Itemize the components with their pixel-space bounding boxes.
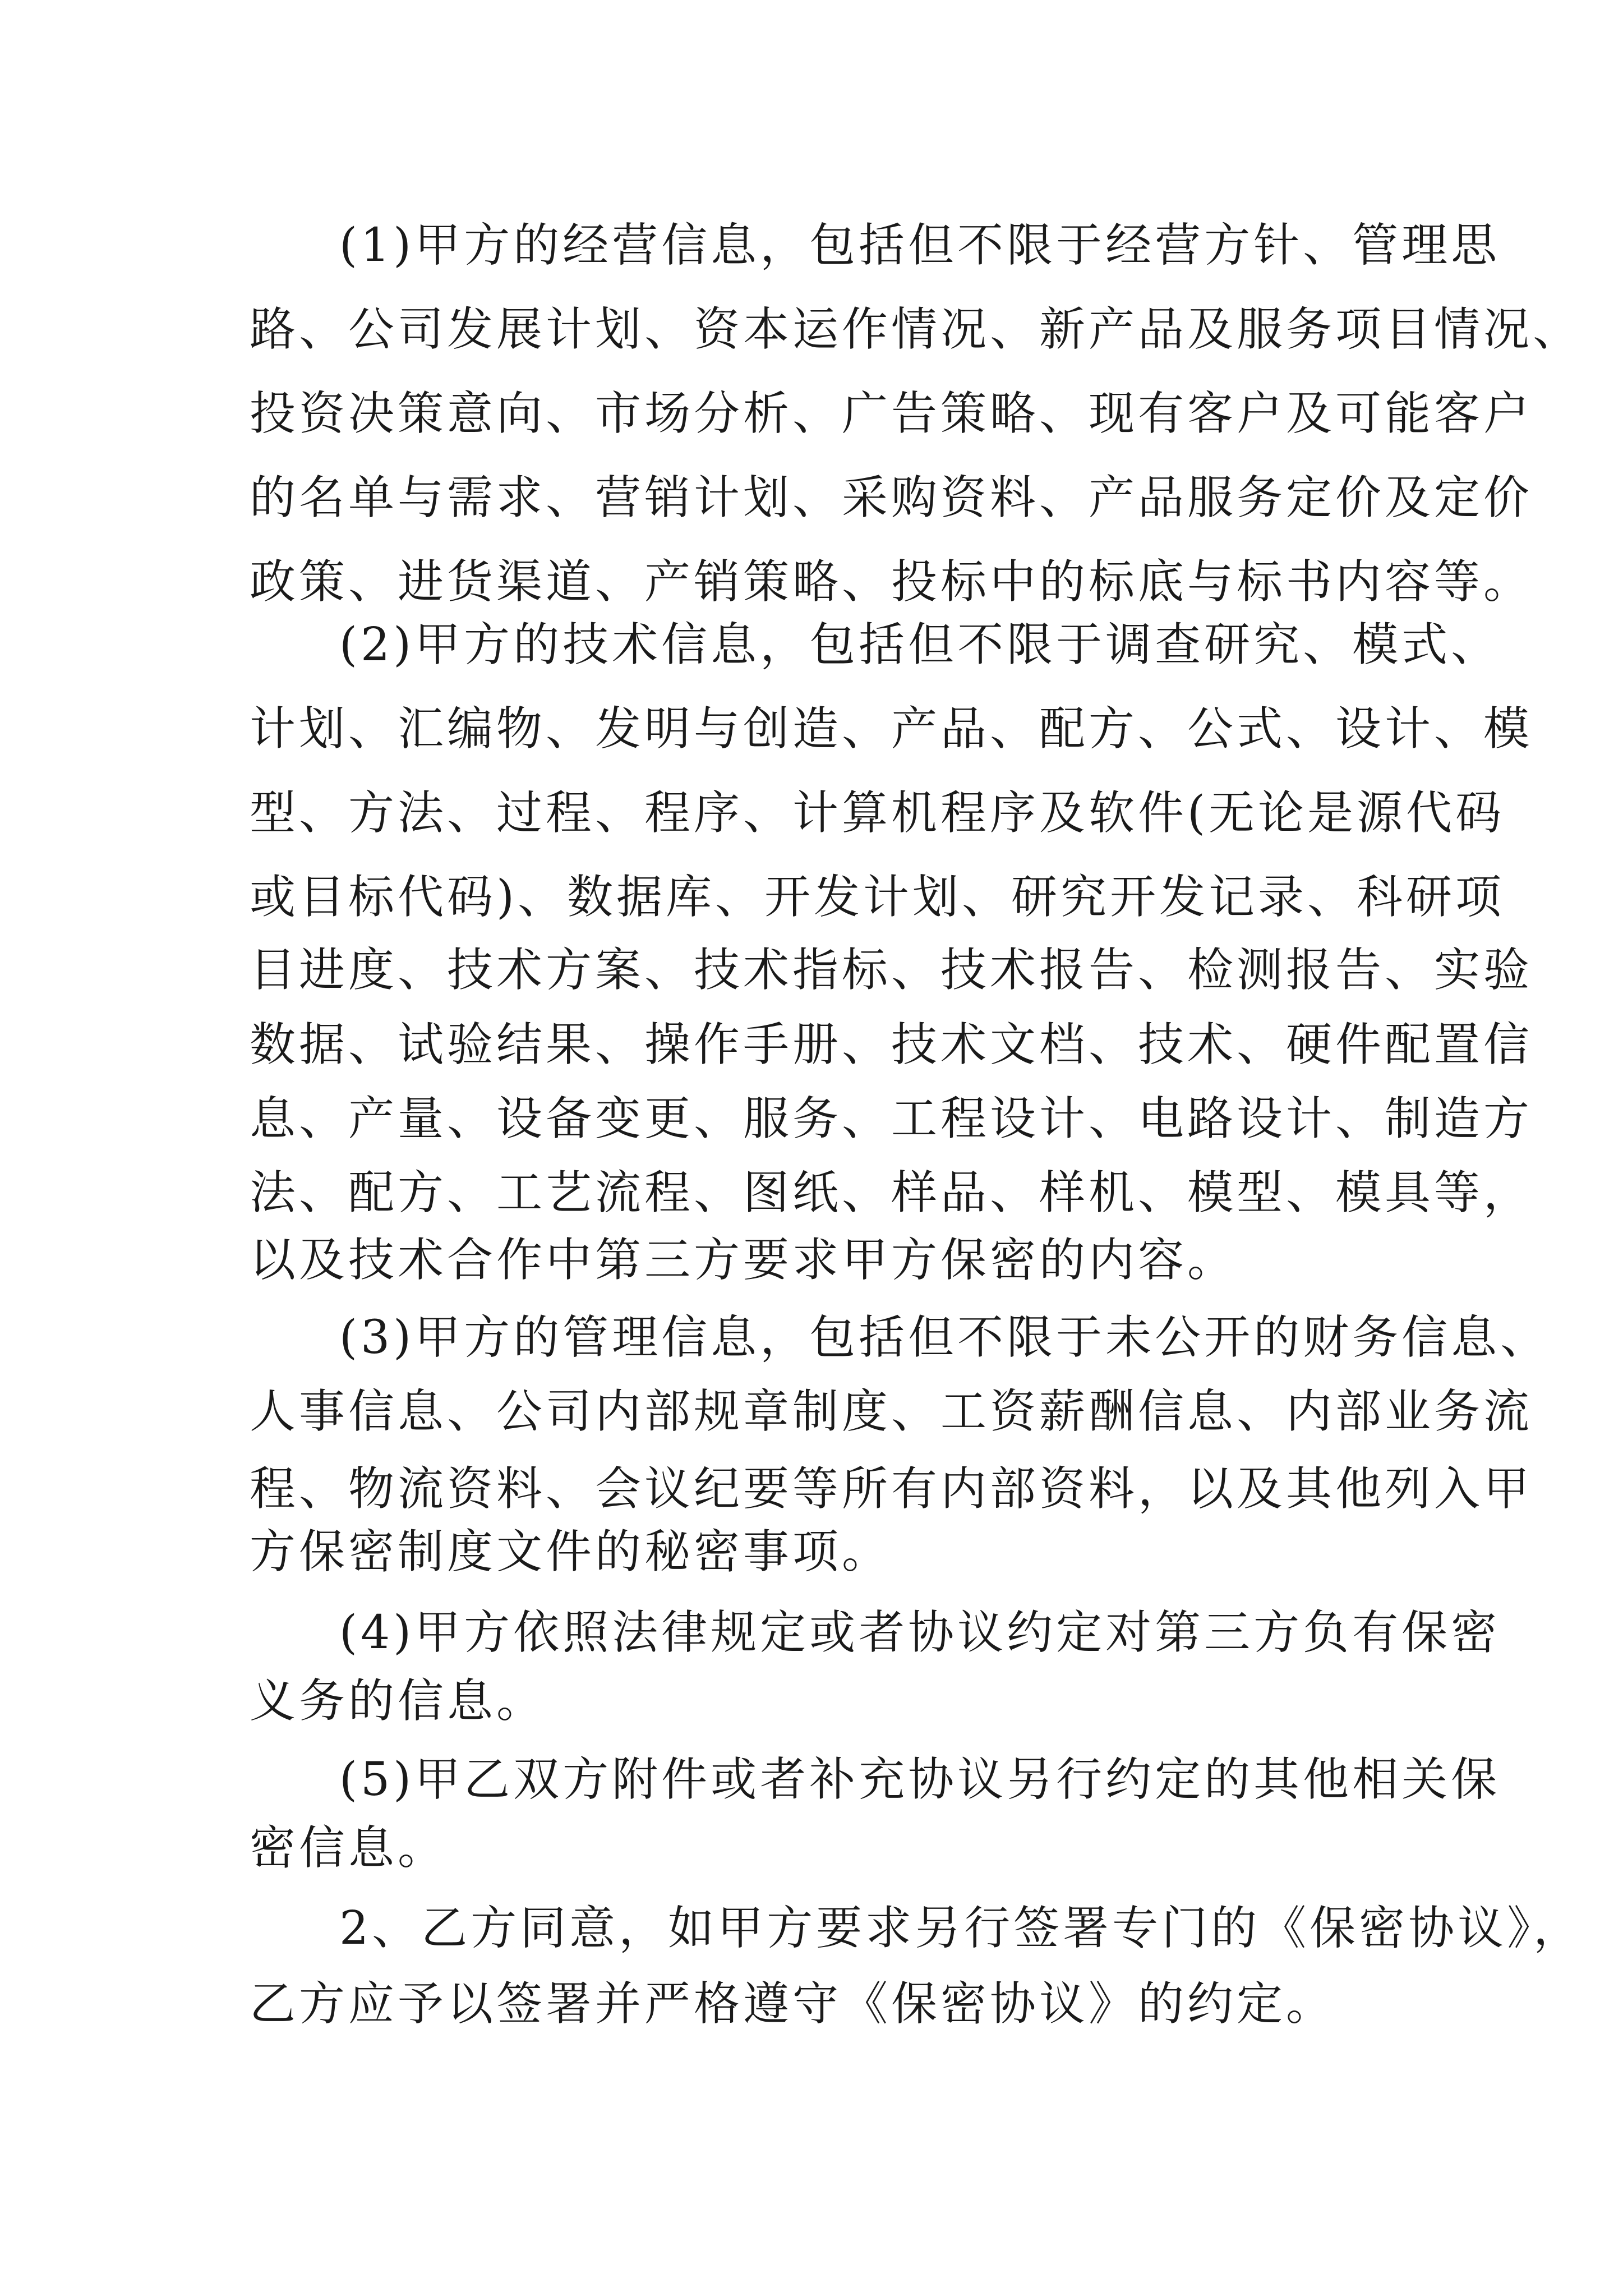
text-line: 投资决策意向、市场分析、广告策略、现有客户及可能客户 bbox=[250, 387, 1533, 440]
text-line: 以及技术合作中第三方要求甲方保密的内容。 bbox=[250, 1234, 1237, 1287]
text-line: 2、乙方同意，如甲方要求另行签署专门的《保密协议》， bbox=[339, 1902, 1583, 1955]
text-line: 政策、进货渠道、产销策略、投标中的标底与标书内容等。 bbox=[250, 555, 1533, 609]
text-line: (2)甲方的技术信息，包括但不限于调查研究、模式、 bbox=[339, 618, 1501, 671]
text-line: 路、公司发展计划、资本运作情况、新产品及服务项目情况、 bbox=[250, 303, 1583, 356]
text-line: 数据、试验结果、操作手册、技术文档、技术、硬件配置信 bbox=[250, 1018, 1533, 1071]
text-line: 义务的信息。 bbox=[250, 1674, 546, 1728]
text-line: (1)甲方的经营信息，包括但不限于经营方针、管理思 bbox=[339, 219, 1501, 272]
text-line: 息、产量、设备变更、服务、工程设计、电路设计、制造方 bbox=[250, 1092, 1533, 1145]
text-line: 程、物流资料、会议纪要等所有内部资料，以及其他列入甲 bbox=[250, 1462, 1533, 1516]
text-line: (5)甲乙双方附件或者补充协议另行约定的其他相关保 bbox=[339, 1753, 1501, 1806]
text-line: 的名单与需求、营销计划、采购资料、产品服务定价及定价 bbox=[250, 471, 1533, 524]
text-line: 密信息。 bbox=[250, 1821, 448, 1875]
text-line: 乙方应予以签署并严格遵守《保密协议》的约定。 bbox=[250, 1977, 1336, 2031]
text-line: 型、方法、过程、程序、计算机程序及软件(无论是源代码 bbox=[250, 786, 1505, 840]
text-line: (3)甲方的管理信息，包括但不限于未公开的财务信息、 bbox=[339, 1311, 1550, 1364]
text-line: 目进度、技术方案、技术指标、技术报告、检测报告、实验 bbox=[250, 944, 1533, 997]
text-line: 或目标代码)、数据库、开发计划、研究开发记录、科研项 bbox=[250, 871, 1505, 924]
text-line: 方保密制度文件的秘密事项。 bbox=[250, 1525, 892, 1579]
text-line: 人事信息、公司内部规章制度、工资薪酬信息、内部业务流 bbox=[250, 1385, 1533, 1438]
text-line: 法、配方、工艺流程、图纸、样品、样机、模型、模具等， bbox=[250, 1166, 1533, 1220]
text-line: (4)甲方依照法律规定或者协议约定对第三方负有保密 bbox=[339, 1606, 1501, 1659]
text-line: 计划、汇编物、发明与创造、产品、配方、公式、设计、模 bbox=[250, 702, 1533, 756]
